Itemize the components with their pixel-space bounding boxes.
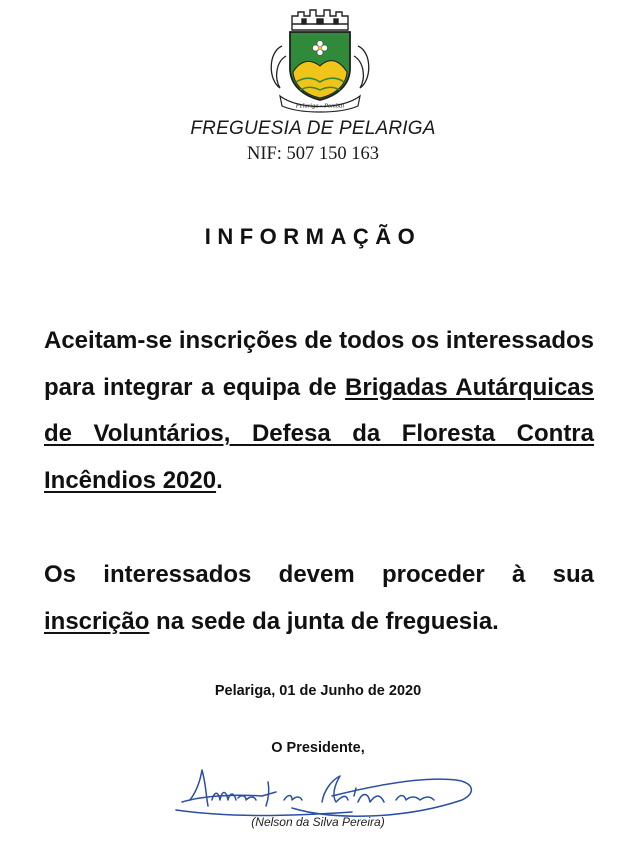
brigades-program-title: Brigadas Autárquicas de Voluntários, Defesa da Floresta Contra Incêndios 2020: [44, 373, 595, 494]
mural-crown-icon: [292, 10, 348, 30]
instructions-paragraph: [44, 552, 594, 645]
registration-word: inscrição: [44, 607, 150, 635]
announcement-end: .: [216, 466, 223, 494]
announcement-paragraph: [44, 318, 594, 504]
document-date: Pelariga, 01 de Junho de 2020: [214, 683, 422, 699]
signature: [172, 756, 492, 824]
right-scroll-ornament: [354, 46, 369, 88]
document-title: INFORMAÇÃO: [204, 224, 422, 249]
parish-crest: [262, 2, 378, 114]
organization-name: FREGUESIA DE PELARIGA: [190, 118, 436, 139]
crest-ribbon-text: Pelariga - Pombal: [295, 102, 345, 110]
signer-name: (Nelson da Silva Pereira): [251, 815, 385, 829]
signer-role: O Presidente,: [271, 740, 365, 756]
left-scroll-ornament: [271, 46, 286, 88]
instructions-text: Os interessados devem proceder à sua: [44, 561, 594, 588]
announcement-text: Aceitam-se inscrições de todos os interessados para integrar a equipa de: [44, 327, 594, 401]
tax-number: NIF: 507 150 163: [246, 144, 380, 164]
instructions-end: na sede da junta de freguesia.: [149, 607, 499, 635]
